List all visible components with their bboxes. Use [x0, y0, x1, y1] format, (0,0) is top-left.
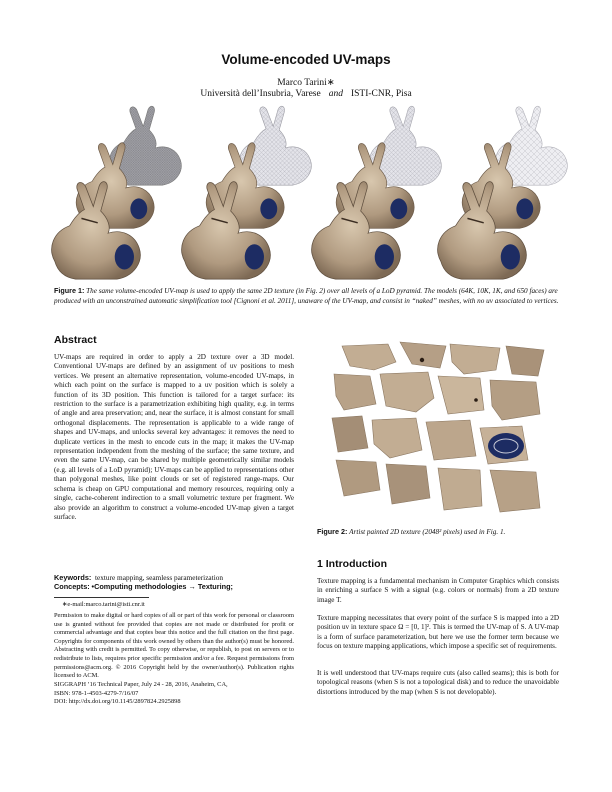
doi-line: DOI: http://dx.doi.org/10.1145/2897824.2925898: [54, 698, 181, 706]
figure-1-text: The same volume-encoded UV-map is used to apply the same 2D texture (in Fig. 2) over all levels of a LoD pyramid. The models (64K, 10K, 1K, and 650 faces) are produced with an unconstrained automatic simplification tool [Cignoni et al. 2011], unaware of the UV-map, and consist in “naked” meshes, with no uv associated to vertices.: [54, 287, 559, 305]
concepts-label: Concepts:: [54, 582, 90, 592]
figure-1-caption: [54, 286, 559, 306]
abstract-text: UV-maps are required in order to apply a 2D texture over a 3D model. Conventional UV-maps are defined by an assignment of uv positions to mesh vertices. We present an alternative representation, volume-encoded UV-maps, in which each point on the surface is mapped to a uv position which is solely a function of its 3D position. This function is tailored for a target surface: its restriction to the surface is a parametrization exhibiting high quality, e.g. in terms of angle and area preservation; and, near the surface, it is almost constant for small orthogonal displacements. The representation is applicable to a wide range of shapes and UV-maps, and unlocks several key advantages: it removes the need to duplicate vertices in the mesh to encode cuts in the map; it makes the UV-map representation independent from the meshing of the surface; the same texture, and even the same UV-map, can be shared by multiple geometrically similar models (e.g. all levels of a LoD pyramid); UV-maps can be applied to representations other than polygonal meshes, like point clouds or set of registered range-maps. Our schema is cheap on GPU computational and memory resources, requiring only a single, cache-coherent indirection to a small volumetric texture per fragment. We also provide an algorithm to construct a volume-encoded UV-map given a target surface.: [54, 353, 294, 521]
figure-1-label: Figure 1:: [54, 286, 85, 295]
texture-map-figure: [330, 340, 550, 517]
affiliation-and: and: [328, 89, 343, 99]
figure-2-label: Figure 2:: [317, 527, 348, 536]
keywords-label: Keywords:: [54, 573, 92, 582]
permission-notice: Permission to make digital or hard copies of all or part of this work for personal or classroom use is granted without fee provided that copies are not made or distributed for profit or commercial advantage and that copies bear this notice and the full citation on the first page. Copyrights for components of this work owned by others than the author(s) must be honored. Abstracting with credit is permitted. To copy otherwise, or republish, to post on servers or to redistribute to lists, requires prior specific permission and/or a fee. Request permissions from permissions@acm.org. © 2016 Copyright held by the owner/author(s). Publication rights licensed to ACM.: [54, 612, 294, 680]
affiliation-1: Università dell’Insubria, Varese: [200, 89, 321, 99]
affiliation-2: ISTI-CNR, Pisa: [350, 89, 412, 99]
concepts-text: •Computing methodologies → Texturing;: [91, 582, 233, 592]
author: Marco Tarini∗: [277, 78, 335, 88]
figure-2-caption: [317, 527, 559, 537]
intro-paragraph-3: It is well understood that UV-maps require cuts (also called seams); this is both for topological reasons (when S is not a topological disk) and to reduce the unavoidable distortions introduced by the map (when S is not developable).: [317, 669, 559, 696]
isbn-line: ISBN: 978-1-4503-4279-7/16/07: [54, 689, 139, 697]
paper-title: Volume-encoded UV-maps: [221, 52, 391, 67]
teaser-figure-bunnies: [38, 100, 574, 280]
footnote-email: ∗e-mail:marco.tarini@isti.cnr.it: [62, 601, 145, 608]
introduction-heading: 1 Introduction: [317, 558, 387, 570]
intro-paragraph-1: Texture mapping is a fundamental mechanism in Computer Graphics which consists in enriching a surface S with a signal (e.g. colors or normals) from a 2D texture image T.: [317, 577, 559, 604]
venue-line: SIGGRAPH ’16 Technical Paper, July 24 - 28, 2016, Anaheim, CA,: [54, 681, 228, 688]
intro-paragraph-2: Texture mapping necessitates that every point of the surface S is mapped into a 2D position uv in texture space Ω = [0, 1]². This is termed the UV-map of S. A UV-map is a form of surface parameterization, but here we use the former term because we focus on texture mapping applications, which impose a specific set of requirements.: [317, 614, 559, 651]
keywords-text: texture mapping, seamless parameterization: [94, 573, 224, 582]
abstract-heading: Abstract: [54, 334, 97, 346]
figure-2-text: Artist painted 2D texture (2048² pixels) used in Fig. 1.: [349, 528, 506, 536]
affiliations: [0, 89, 612, 99]
footnote-rule: [54, 597, 149, 598]
